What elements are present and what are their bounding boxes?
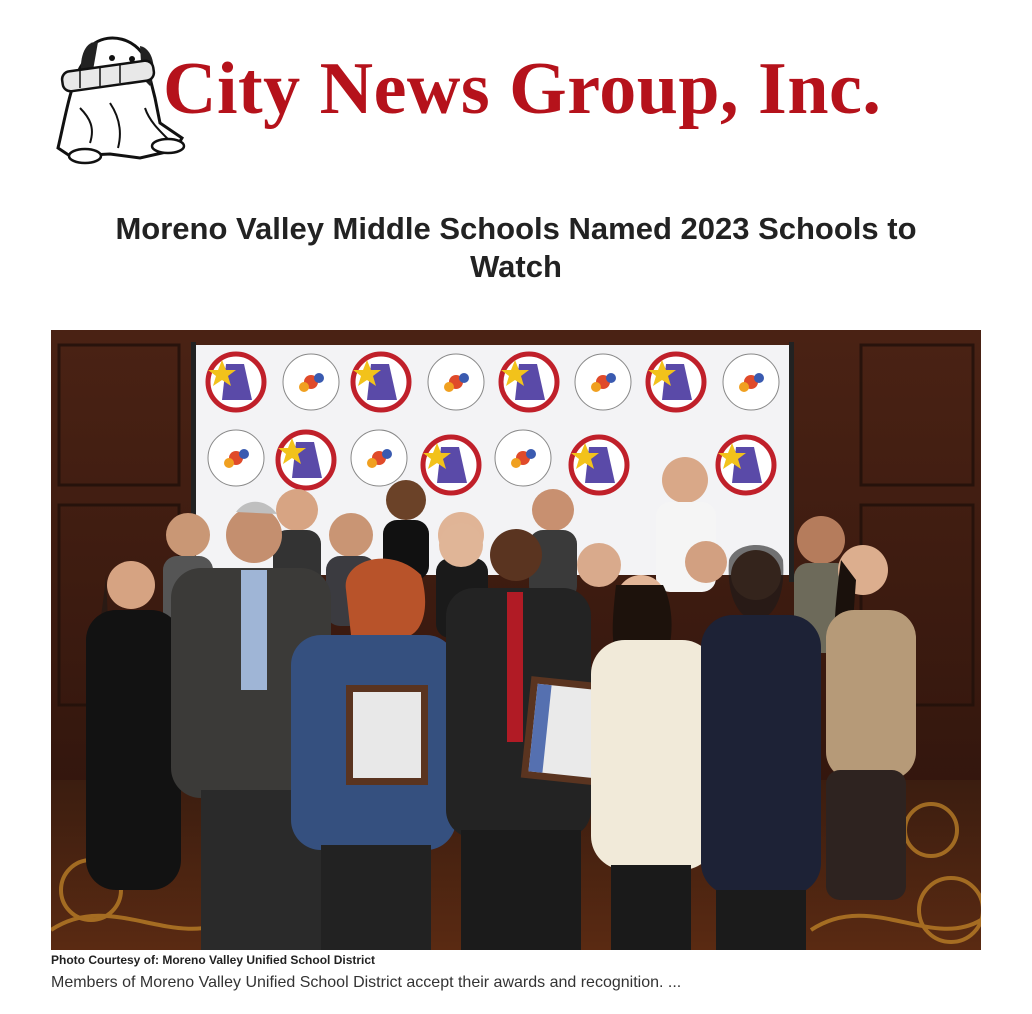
masthead: [50, 28, 980, 178]
photo-caption: Members of Moreno Valley Unified School District accept their awards and recognition. ...: [51, 974, 682, 991]
article-headline: Moreno Valley Middle Schools Named 2023 Schools to Watch: [115, 211, 917, 284]
masthead-title[interactable]: City News Group, Inc.: [163, 48, 882, 130]
photo-credit: Photo Courtesy of: Moreno Valley Unified School District: [51, 953, 376, 967]
article-photo[interactable]: [51, 330, 981, 950]
group-photo-illustration: [51, 330, 981, 950]
